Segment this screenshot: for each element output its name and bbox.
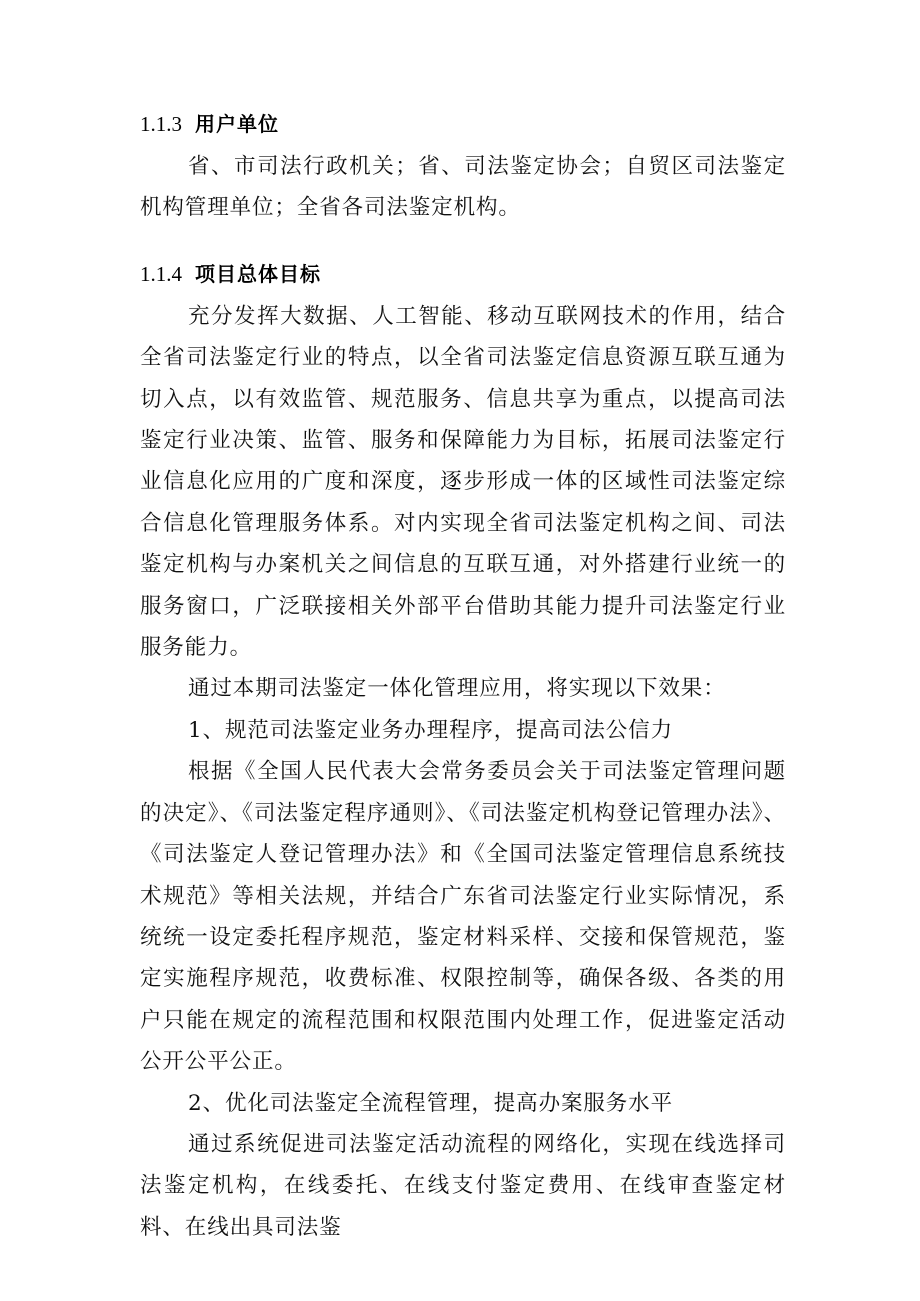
paragraph-overall-goal: 充分发挥大数据、人工智能、移动互联网技术的作用，结合全省司法鉴定行业的特点，以全省司法鉴定信息资源互联互通为切入点，以有效监管、规范服务、信息共享为重点，以提高司法鉴定行业决策、监管、服务和保障能力为目标，拓展司法鉴定行业信息化应用的广度和深度，逐步形成一体的区域性司法鉴定综合信息化管理服务体系。对内实现全省司法鉴定机构之间、司法鉴定机构与办案机关之间信息的互联互通，对外搭建行业统一的服务窗口，广泛联接相关外部平台借助其能力提升司法鉴定行业服务能力。 <box>140 303 786 661</box>
paragraph-point-1-body: 根据《全国人民代表大会常务委员会关于司法鉴定管理问题的决定》、《司法鉴定程序通则》、《司法鉴定机构登记管理办法》、《司法鉴定人登记管理办法》和《全国司法鉴定管理信息系统技术规范》等相关法规，并结合广东省司法鉴定行业实际情况，系统统一设定委托程序规范，鉴定材料采样、交接和保管规范，鉴定实施程序规范，收费标准、权限控制等，确保各级、各类的用户只能在规定的流程范围和权限范围内处理工作，促进鉴定活动公开公平公正。 <box>140 759 786 1075</box>
heading-title: 项目总体目标 <box>195 261 321 286</box>
page-content <box>140 104 786 1248</box>
heading-number: 1.1.4 <box>140 261 182 286</box>
paragraph-user-units: 省、市司法行政机关；省、司法鉴定协会；自贸区司法鉴定机构管理单位；全省各司法鉴定机构。 <box>140 154 786 221</box>
heading-1-1-3 <box>140 104 786 144</box>
paragraph-point-1-title: 1、规范司法鉴定业务办理程序，提高司法公信力 <box>188 717 673 743</box>
heading-title: 用户单位 <box>195 112 279 136</box>
heading-1-1-4 <box>140 254 786 294</box>
paragraph-effects-intro: 通过本期司法鉴定一体化管理应用，将实现以下效果： <box>188 676 726 702</box>
section-spacer <box>140 229 786 238</box>
heading-number: 1.1.3 <box>140 112 182 136</box>
paragraph-point-2-body: 通过系统促进司法鉴定活动流程的网络化，实现在线选择司法鉴定机构，在线委托、在线支付鉴定费用、在线审查鉴定材料、在线出具司法鉴 <box>140 1131 786 1240</box>
paragraph-point-2-title: 2、优化司法鉴定全流程管理，提高办案服务水平 <box>188 1090 673 1116</box>
